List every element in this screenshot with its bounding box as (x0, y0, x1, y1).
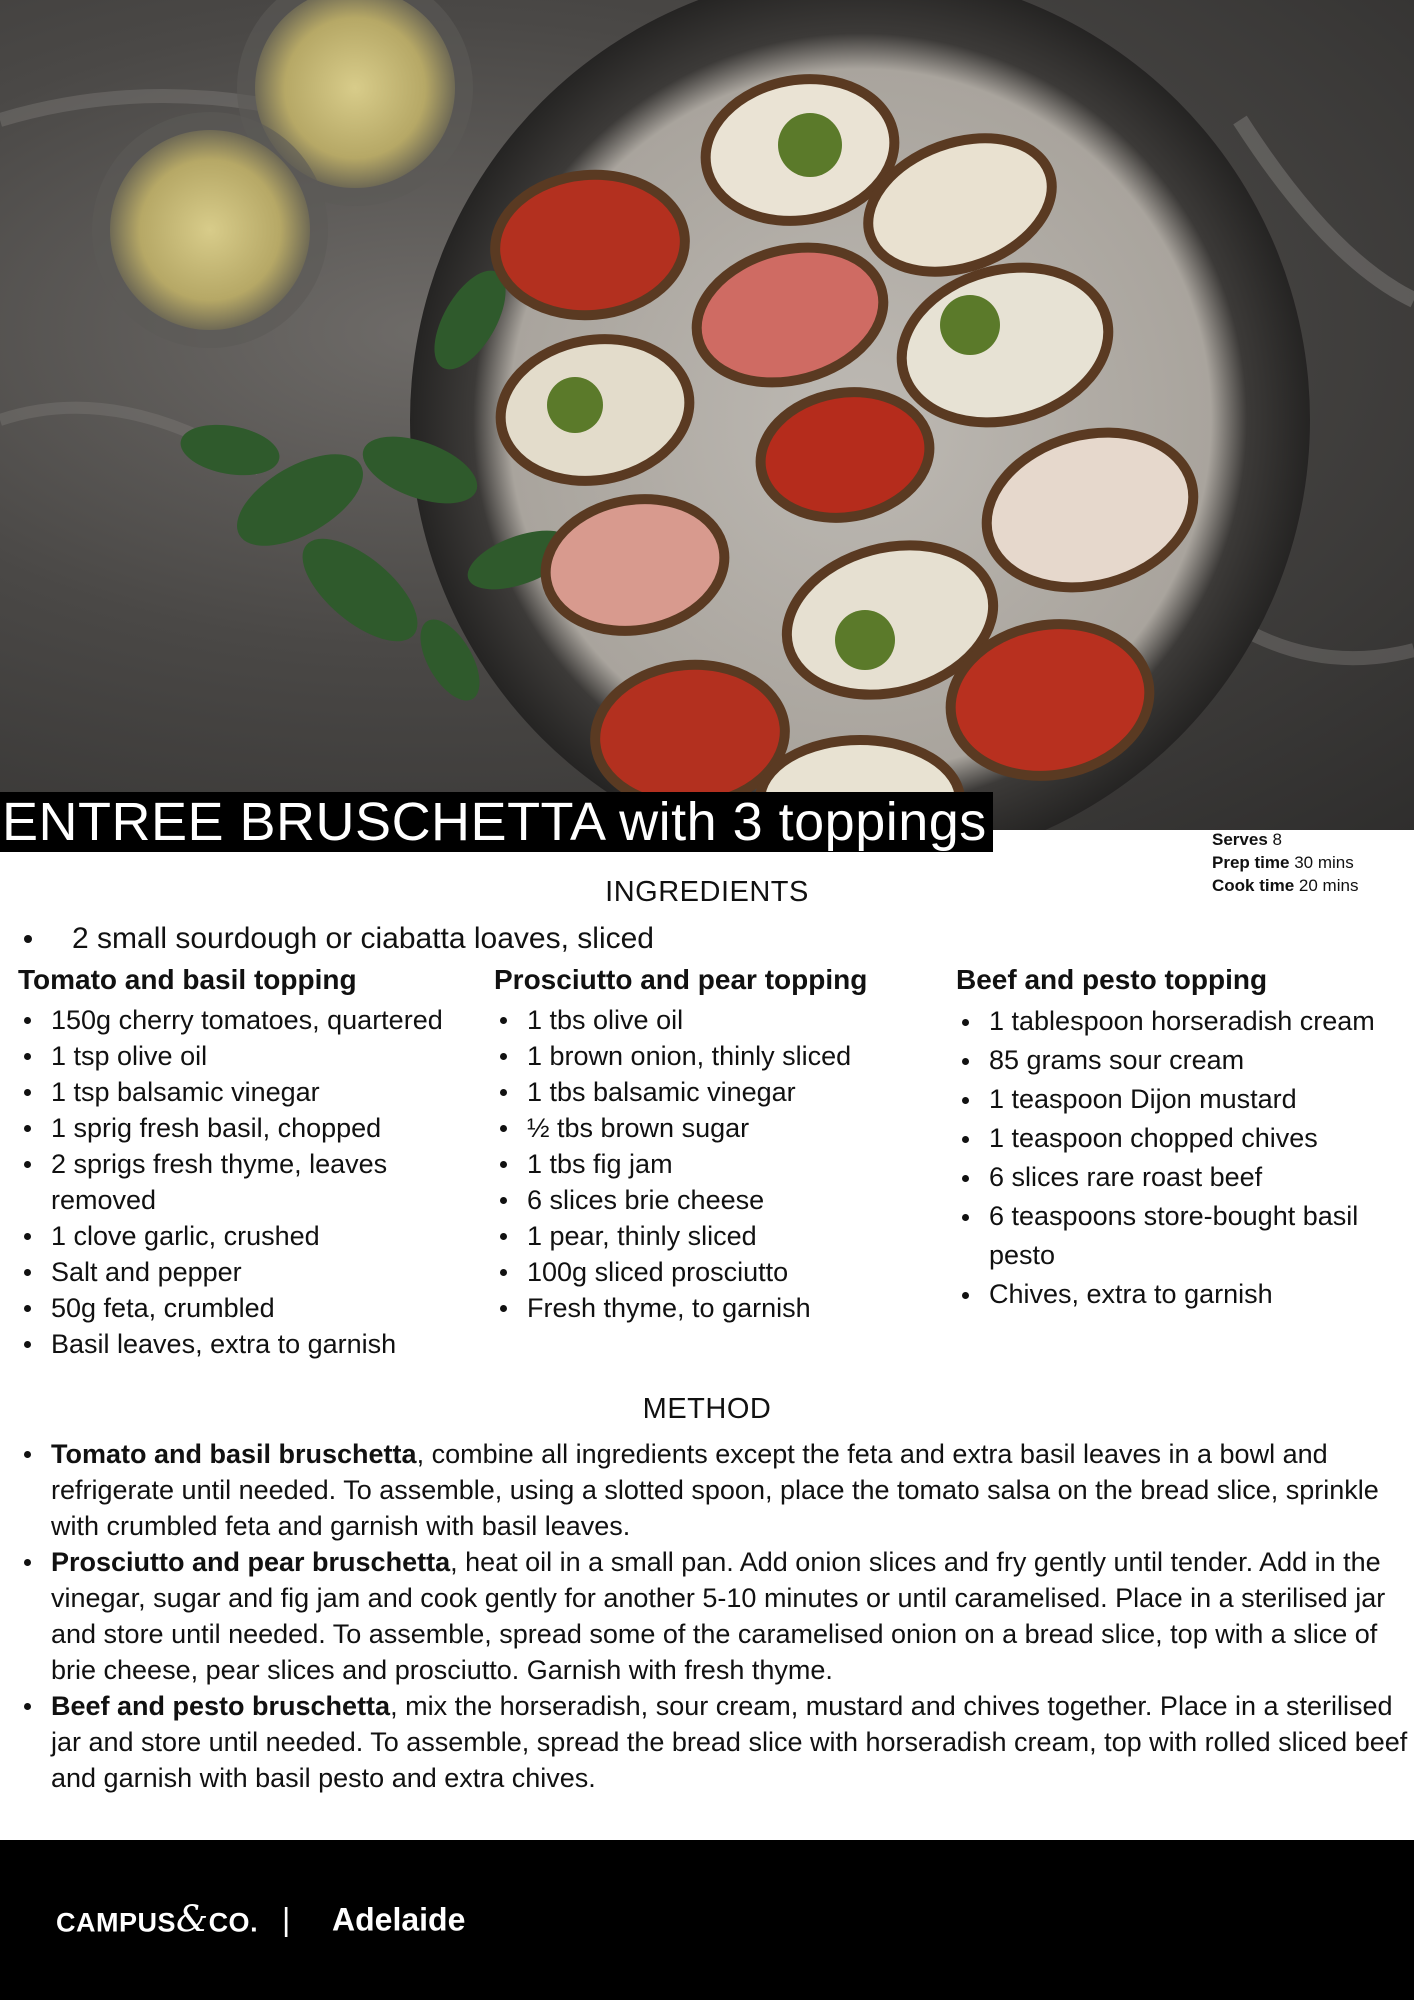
ingredient-list (494, 1002, 934, 1326)
prep-time-value: 30 mins (1294, 853, 1354, 872)
list-item: 1 teaspoon chopped chives (956, 1119, 1376, 1158)
brand-left: CAMPUS (56, 1907, 177, 1938)
cook-time-value: 20 mins (1298, 876, 1359, 895)
list-item: 1 sprig fresh basil, chopped (18, 1110, 468, 1146)
list-item: 1 tbs balsamic vinegar (494, 1074, 934, 1110)
method-step-title: Tomato and basil bruschetta (51, 1439, 417, 1469)
list-item: ½ tbs brown sugar (494, 1110, 934, 1146)
prep-time-row (1212, 851, 1358, 874)
topping-title: Tomato and basil topping (18, 964, 357, 995)
footer (0, 1840, 1414, 2000)
title-bar (0, 792, 993, 852)
footer-separator: | (282, 1901, 291, 1938)
method-step-title: Prosciutto and pear bruschetta (51, 1547, 451, 1577)
method-heading: METHOD (642, 1393, 772, 1425)
cook-time-label: Cook time (1212, 876, 1295, 895)
bread-ingredient-text: 2 small sourdough or ciabatta loaves, sliced (72, 922, 654, 955)
list-item: 150g cherry tomatoes, quartered (18, 1002, 468, 1038)
topping-column-tomato-basil (18, 964, 468, 1362)
brand-right: CO. (208, 1907, 259, 1938)
bruschetta-platter-illustration (0, 0, 1414, 830)
recipe-title: ENTREE BRUSCHETTA with 3 toppings (2, 792, 987, 852)
list-item: Salt and pepper (18, 1254, 468, 1290)
list-item: 85 grams sour cream (956, 1041, 1376, 1080)
topping-title: Beef and pesto topping (956, 964, 1268, 995)
serves-label: Serves (1212, 830, 1268, 849)
prep-time-label: Prep time (1212, 853, 1290, 872)
list-item: 1 brown onion, thinly sliced (494, 1038, 934, 1074)
list-item: 1 clove garlic, crushed (18, 1218, 468, 1254)
list-item: 6 slices brie cheese (494, 1182, 934, 1218)
method-step (18, 1688, 1408, 1796)
list-item: 6 slices rare roast beef (956, 1158, 1376, 1197)
list-item: 1 pear, thinly sliced (494, 1218, 934, 1254)
method-step (18, 1436, 1408, 1544)
method-step-text: , mix the horseradish, sour cream, mustard and chives together. Place in a sterilised jar and store until needed. To assemble, spread the bread slice with horseradish cream, top with rolled sliced beef and garnish with basil pesto and extra chives. (51, 1691, 1408, 1793)
list-item: 1 tsp olive oil (18, 1038, 468, 1074)
footer-city: Adelaide (332, 1901, 466, 1938)
method-steps (18, 1436, 1408, 1796)
list-item: Basil leaves, extra to garnish (18, 1326, 468, 1362)
ingredient-list (956, 1002, 1376, 1314)
list-item: Fresh thyme, to garnish (494, 1290, 934, 1326)
topping-column-beef-pesto (956, 964, 1376, 1314)
hero-photo (0, 0, 1414, 830)
bread-ingredient (24, 922, 654, 956)
list-item: 1 tbs olive oil (494, 1002, 934, 1038)
list-item: 1 tbs fig jam (494, 1146, 934, 1182)
list-item: Chives, extra to garnish (956, 1275, 1376, 1314)
bullet-icon (24, 935, 32, 943)
list-item: 1 tsp balsamic vinegar (18, 1074, 468, 1110)
method-step-text: , combine all ingredients except the feta and extra basil leaves in a bowl and refrigerate until needed. To assemble, using a slotted spoon, place the tomato salsa on the bread slice, sprinkle with crumbled feta and garnish with basil leaves. (51, 1439, 1379, 1541)
serves-row (1212, 828, 1358, 851)
list-item: 1 tablespoon horseradish cream (956, 1002, 1376, 1041)
topping-title: Prosciutto and pear topping (494, 964, 868, 995)
serves-value: 8 (1272, 830, 1282, 849)
topping-column-prosciutto-pear (494, 964, 934, 1326)
method-step-title: Beef and pesto bruschetta (51, 1691, 391, 1721)
list-item: 100g sliced prosciutto (494, 1254, 934, 1290)
brand-logo (56, 1900, 258, 1941)
list-item: 2 sprigs fresh thyme, leaves removed (18, 1146, 468, 1218)
method-step (18, 1544, 1408, 1688)
ingredient-list (18, 1002, 468, 1362)
method-step-text: , heat oil in a small pan. Add onion slices and fry gently until tender. Add in the vinegar, sugar and fig jam and cook gently for another 5-10 minutes or until caramelised. Place in a sterilised jar and store until needed. To assemble, spread some of the caramelised onion on a bread slice, top with a slice of brie cheese, pear slices and prosciutto. Garnish with fresh thyme. (51, 1547, 1386, 1685)
brand-ampersand: & (176, 1899, 209, 1941)
ingredients-heading: INGREDIENTS (605, 876, 809, 908)
list-item: 6 teaspoons store-bought basil pesto (956, 1197, 1376, 1275)
list-item: 1 teaspoon Dijon mustard (956, 1080, 1376, 1119)
list-item: 50g feta, crumbled (18, 1290, 468, 1326)
